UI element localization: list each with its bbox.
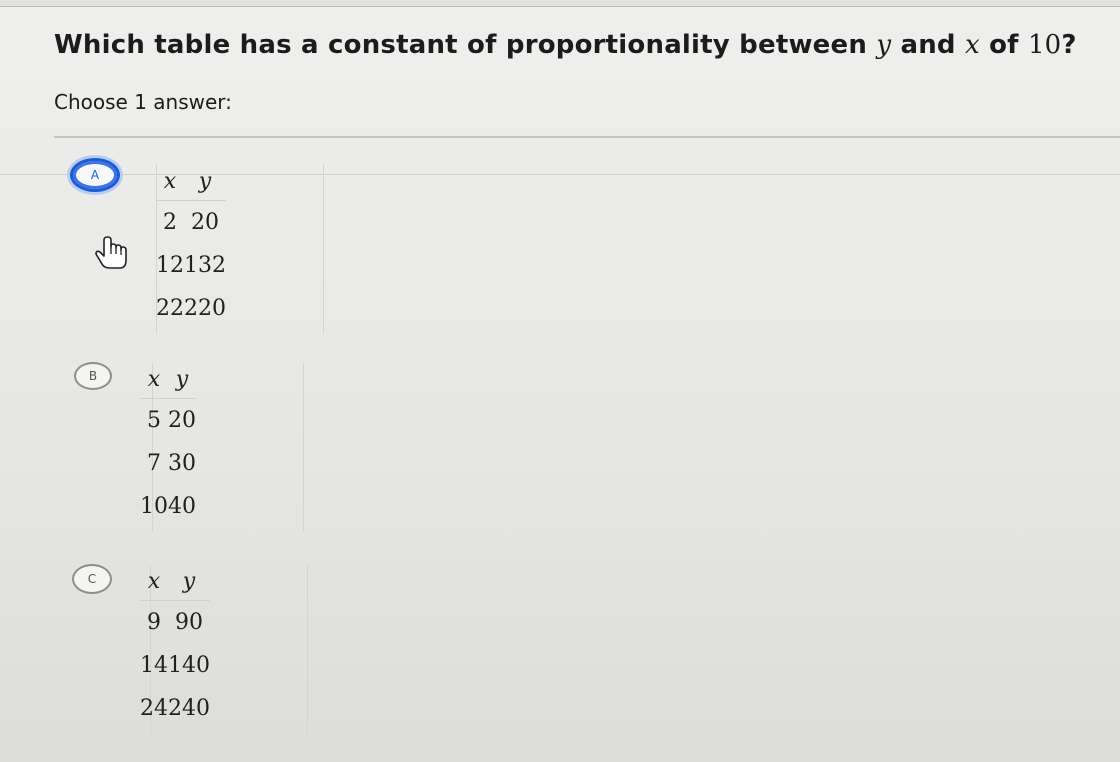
table-cell: 22 [156, 296, 184, 321]
table-header-row [156, 162, 226, 201]
table-cell: 220 [184, 296, 226, 321]
choice-c-letter: C [87, 572, 97, 586]
choice-a-radio[interactable] [70, 158, 120, 192]
table-header-row [140, 562, 210, 601]
table-cell: 7 [147, 451, 161, 476]
choice-c-radio[interactable] [72, 564, 112, 594]
variable-x: x [964, 30, 980, 60]
table-cell: 240 [168, 696, 210, 721]
table-header-y: y [168, 562, 210, 601]
choice-a-letter: A [90, 168, 100, 182]
choice-c-table[interactable] [140, 562, 210, 730]
table-row [140, 687, 210, 730]
choice-a-table[interactable] [156, 162, 226, 330]
table-row [140, 442, 196, 485]
table-row [140, 601, 210, 645]
question-and: and [891, 30, 965, 60]
table-cell: 2 [163, 210, 177, 235]
table-cell: 30 [168, 451, 196, 476]
table-cell: 24 [140, 696, 168, 721]
table-row [156, 244, 226, 287]
variable-y: y [876, 30, 892, 60]
table-header-x: x [140, 360, 168, 399]
table-cell: 10 [140, 494, 168, 519]
table-cell: 5 [147, 408, 161, 433]
table-cell: 12 [156, 253, 184, 278]
table-row [140, 399, 196, 443]
choice-b-letter: B [88, 369, 98, 383]
hand-pointer-icon [90, 236, 132, 272]
table-header-row [140, 360, 196, 399]
table-row [156, 201, 226, 245]
table-header-y: y [184, 162, 226, 201]
table-row [140, 485, 196, 528]
table-header-y: y [168, 360, 196, 399]
instruction-text: Choose 1 answer: [54, 90, 232, 114]
table-cell: 40 [168, 494, 196, 519]
table-cell: 20 [168, 408, 196, 433]
table-row [156, 287, 226, 330]
table-cell: 90 [175, 610, 203, 635]
choice-b-table[interactable] [140, 360, 196, 528]
top-rule [0, 0, 1120, 7]
question-text [54, 30, 1077, 60]
question-suffix: ? [1061, 30, 1077, 60]
question-of: of [979, 30, 1028, 60]
table-header-x: x [140, 562, 168, 601]
table-row [140, 644, 210, 687]
constant-value: 10 [1027, 30, 1062, 60]
table-cell: 140 [168, 653, 210, 678]
table-header-x: x [156, 162, 184, 201]
table-cell: 20 [191, 210, 219, 235]
table-cell: 132 [184, 253, 226, 278]
divider [54, 136, 1120, 138]
table-cell: 14 [140, 653, 168, 678]
table-cell: 9 [147, 610, 161, 635]
choice-b-radio[interactable] [74, 362, 112, 390]
question-prefix: Which table has a constant of proportionality between [54, 30, 877, 60]
